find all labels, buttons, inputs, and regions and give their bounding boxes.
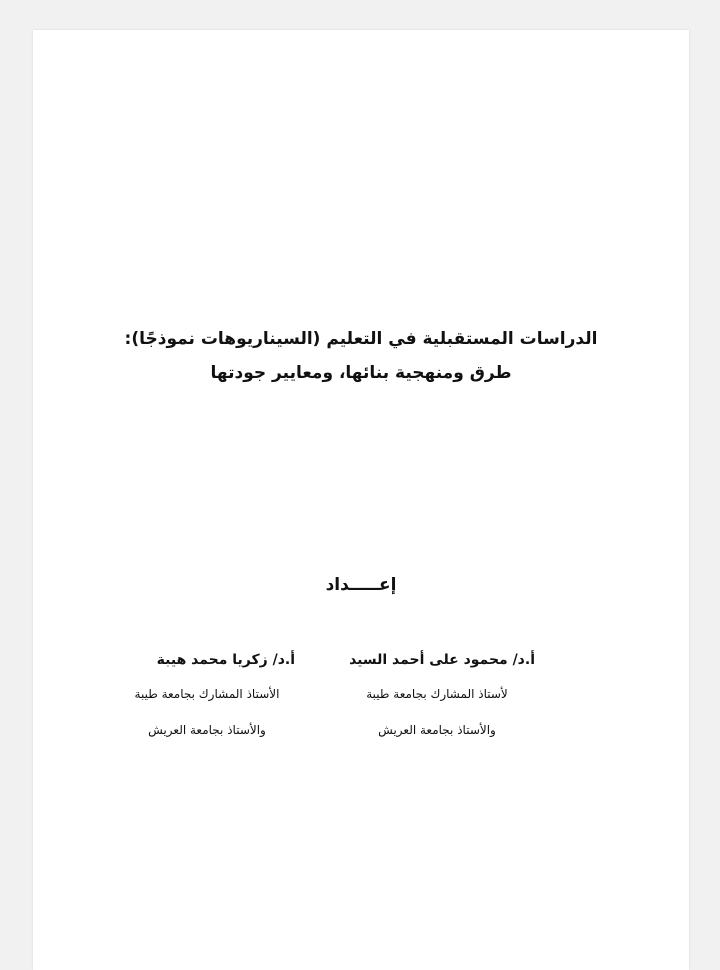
author-affiliation: لأستاذ المشارك بجامعة طيبة (366, 687, 508, 701)
document-title (33, 322, 689, 390)
document-page (33, 30, 689, 970)
author-name: أ.د/ محمود على أحمد السيد (349, 652, 535, 668)
title-line-2: طرق ومنهجية بنائها، ومعايير جودتها (210, 363, 512, 383)
author-affiliation: الأستاذ المشارك بجامعة طيبة (134, 687, 280, 701)
author-block-1 (339, 650, 535, 748)
author-affiliation: والأستاذ بجامعة العريش (378, 723, 496, 737)
author-name: أ.د/ زكريا محمد هيبة (156, 652, 295, 668)
author-block-2 (119, 650, 295, 748)
prepared-by-heading: إعـــــداد (325, 575, 397, 595)
author-affiliation: والأستاذ بجامعة العريش (148, 723, 266, 737)
title-line-1: الدراسات المستقبلية في التعليم (السيناريوهات نموذجًا): (124, 329, 598, 349)
